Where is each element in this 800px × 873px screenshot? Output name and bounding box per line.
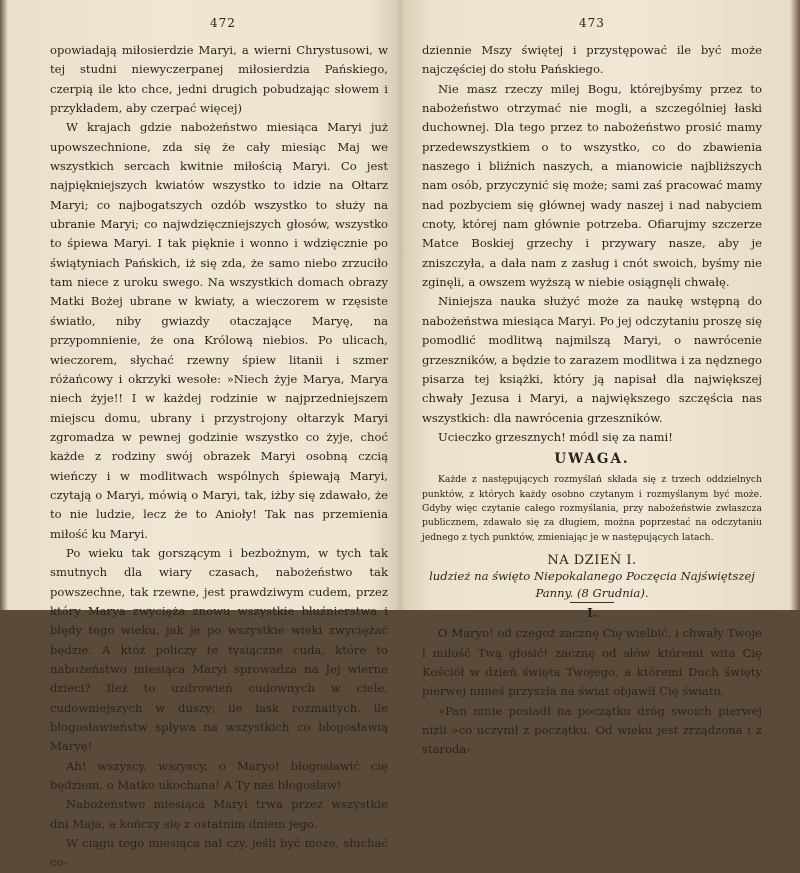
note-text: Każde z następujących rozmyślań składa się z trzech oddzielnych punktów, z których każdy osobno czytanym i rozmyślanym być może. Gdyby więc czytanie całego rozmyślania, przy nabożeństwie zwłaszcza publicznem, zdawało się za długiem, można poprzestać na odczytaniu jednego z tych punktów, zmieniając je w następujących latach. (422, 474, 762, 543)
paragraph: Niniejsza nauka służyć może za naukę wstępną do nabożeństwa miesiąca Maryi. Po jej odczytaniu proszę się pomodlić modlitwą najmilszą Maryi, o nawrócenie grzeszników, a będzie to zarazem modlitwa i za nędznego pisarza tej książki, który ją napisał dla największej chwały Jezusa i Maryi, a największego szczęścia nas wszystkich: dla nawrócenia grzeszników. (422, 294, 762, 425)
paragraph: W krajach gdzie nabożeństwo miesiąca Maryi już upowszechnione, zda się że cały miesiąc Maj we wszystkich sercach kwitnie miłością Maryi. Co jest najpiękniejszych kwiatów wszystko to idzie na Ołtarz Maryi; co najbogatszych ozdób wszystko to służy na ubranie Maryi; co najwdzięczniejszych głosów, wszystko to śpiewa Maryi. I tak pięknie i wonno i wdzięcznie po świątyniach Pańskich, iż się zda, że samo niebo zrzuciło tam niece z uroku swego. Na wszystkich domach obrazy Matki Bożej ubrane w kwiaty, a wieczorem w rzęsiste światło, niby gwiazdy otaczające Maryę, na przypomnienie, że ona Królową niebios. Po ulicach, wieczorem, słychać rzewny śpiew litanii i szmer różańcowy i okrzyki wesołe: »Niech żyje Marya, Marya niech żyje!! I w każdej rodzinie w najprzedniejszem miejscu domu, ubrany i przystrojony ołtarzyk Maryi zgromadza w pewnej godzinie wszystko co żyje, choć każde z rodziny swój obrazek Maryi osobną czcią wieńczy i w modlitwach wspólnych śpiewają Maryi, czytają o Maryi, mówią o Maryi, tak, iżby się zdawało, że to nie ludzie, lecz że to Anioły! Tak nas przemienia miłość ku Maryi. (50, 120, 388, 541)
left-page-body (50, 41, 388, 873)
day-heading: NA DZIEŃ I. (547, 553, 637, 569)
paragraph: Po wieku tak gorszącym i bezbożnym, w tych tak smutnych dla wiary czasach, nabożeństwo tak powszechne, tak rzewne, jest prawdziwym cudem, przez który Marya zwycięża znowu wszystkie bluźnierstwa i błędy tego wieku, jak je po wszystkie wieki zwyciężać będzie. A któż policzy te tysiączne cuda, które to nabożeństwo miesiąca Maryi sprowadza na Jej wierne dzieci? Ileż to uzdrowień cudownych w ciele, cudowniejszych w duszy; ile łask rozmaitych, ile błogosławieństw spływa na wszystkich co błogosławią Maryę! (50, 545, 388, 754)
paragraph: O Maryo! od czegoż zacznę Cię wielbić, i chwały Twoje i miłość Twą głosić! zacznę od słów któremi wita Cię Kościół w dzień święta Twojego, a któremi Duch święty pierwej nimeś przyszła na świat objawił Cię światu. (422, 626, 762, 699)
right-page-body (422, 41, 762, 760)
uwaga-heading: UWAGA. (554, 451, 630, 468)
paragraph: »Pan mnie posiadł na początku dróg swoich pierwej niźli »co uczynił z początku. Od wieku jest zrządzona i z staroda- (422, 703, 762, 757)
paragraph: Ah! wszyscy, wszyscy, o Maryo! błogosławić cię będziem, o Matko ukochana! A Ty nas błogosław! (50, 758, 388, 793)
day-subtitle: ludzież na święto Niepokalanego Poczęcia Najświętszej Panny. (8 Grudnia). (429, 569, 755, 601)
paragraph: Nabożeństwo miesiąca Maryi trwa przez wszystkie dni Maja, a kończy się z ostatnim dniem jego. (50, 797, 388, 831)
uwaga-note (422, 473, 762, 545)
divider (570, 602, 614, 603)
paragraph: Nie masz rzeczy milej Bogu, którejbyśmy przez to nabożeństwo otrzymać nie mogli, a szczególniej łaski duchownej. Dla tego przez to nabożeństwo prosić mamy przedewszystkiem o to wszystko, co do zbawienia naszego i bliźnich naszych, a mianowicie najbliższych nam osób, przyczynić się może; sami zaś pracować mamy nad pozbyciem się głównej wady naszej i nad nabyciem cnoty, której nam głównie potrzeba. Ofiarujmy szczerze Matce Boskiej grzechy i przywary nasze, aby je zniszczyła, a dała nam z zasług i cnót swoich, byśmy nie zginęli, a owszem wyższą w niebie osiągnęli chwałę. (422, 81, 762, 290)
page-number: 473 (579, 16, 605, 30)
paragraph: W ciągu tego miesiąca nal czy, jeśli być może, słuchać co- (50, 836, 388, 870)
paragraph: dziennie Mszy świętej i przystępować ile być może najczęściej do stołu Pańskiego. (422, 43, 762, 77)
paragraph: opowiadają miłosierdzie Maryi, a wierni Chrystusowi, w tej studni niewyczerpanej miłosierdzia Pańskiego, czerpią ile kto chce, jedni drugich pobudzając słowem i przykładem, aby czerpać więcej) (50, 43, 388, 116)
left-page (0, 0, 398, 870)
paragraph: Ucieczko grzesznych! módl się za nami! (438, 429, 673, 444)
section-numeral: I. (587, 606, 597, 621)
right-page (402, 0, 800, 757)
page-number: 472 (210, 16, 236, 30)
